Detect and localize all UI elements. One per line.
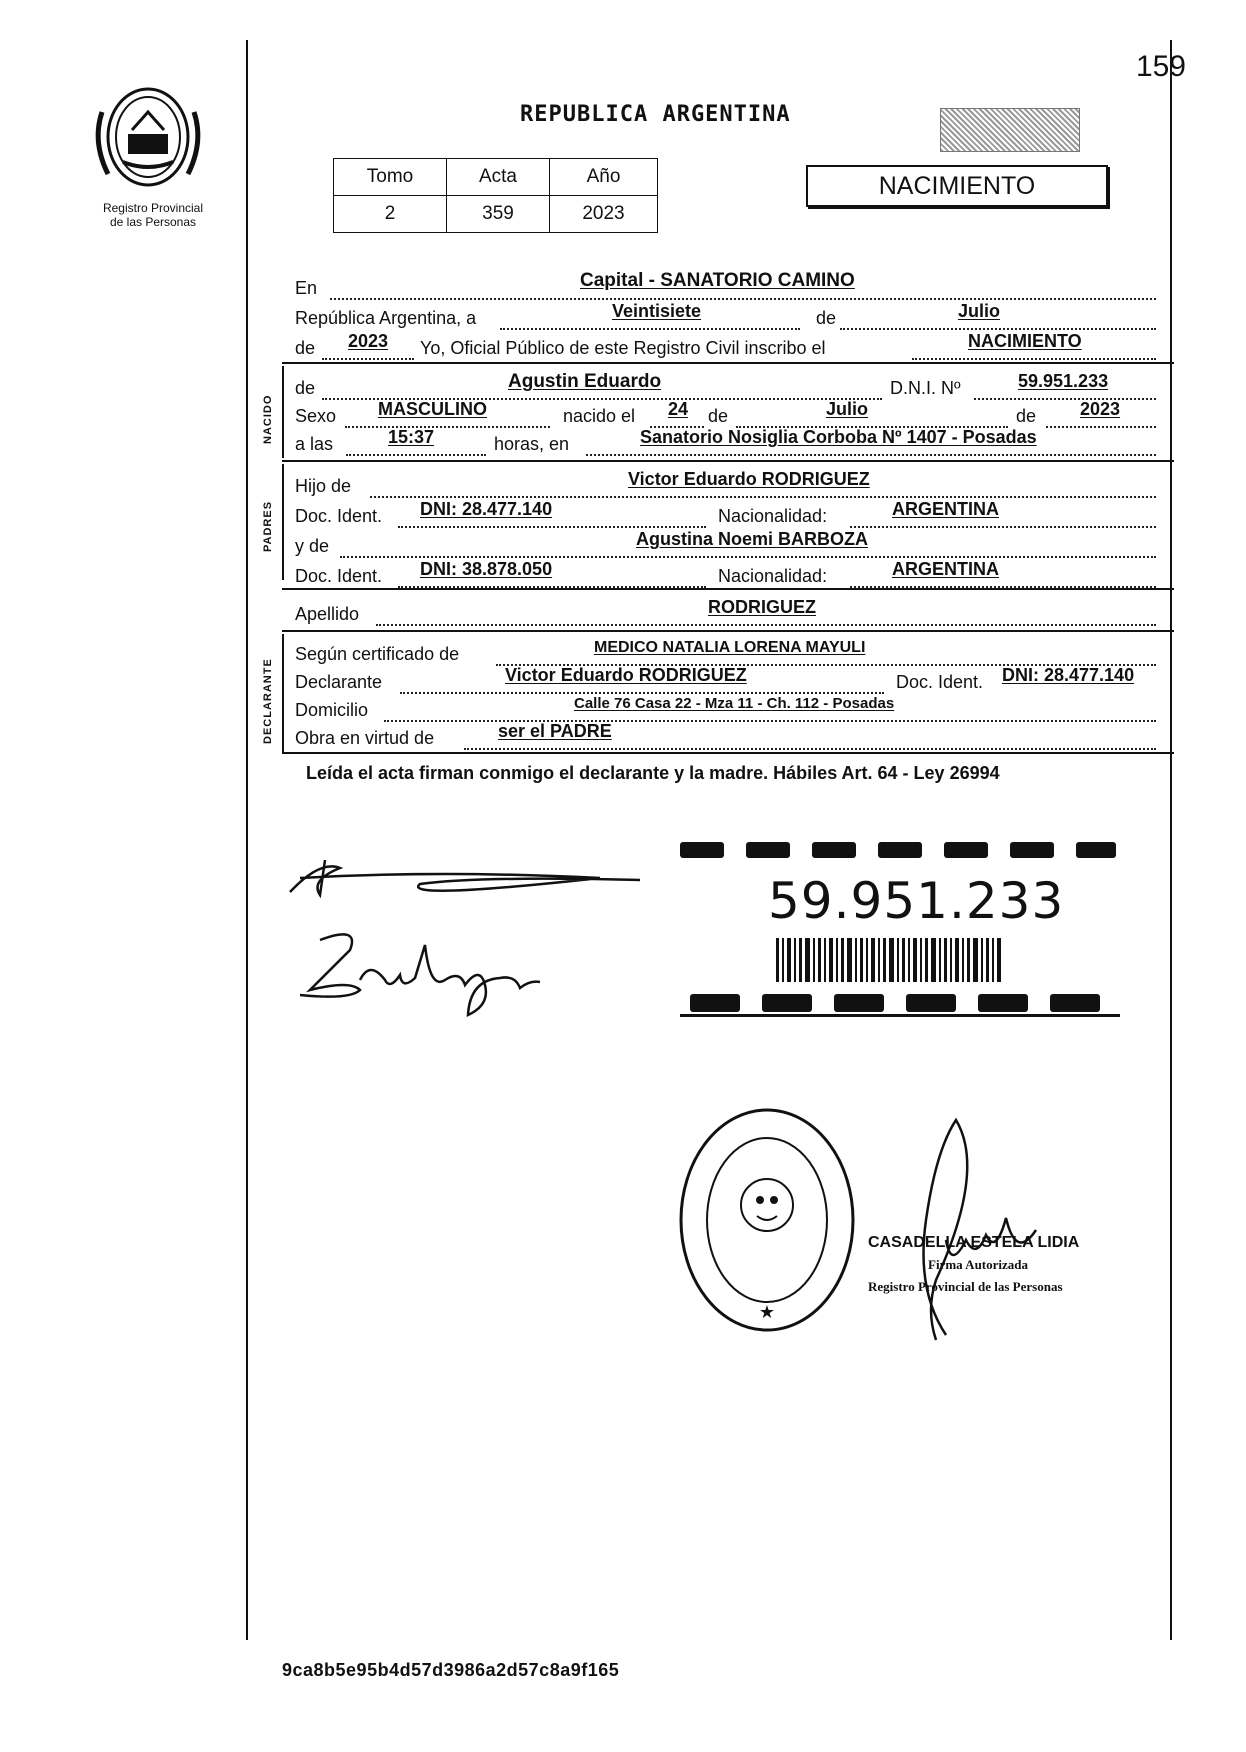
declarante-bracket	[282, 634, 284, 752]
padre-nac: ARGENTINA	[892, 499, 999, 519]
section-rule-4	[282, 630, 1174, 632]
declarante-signature	[280, 840, 660, 910]
nacido-year: 2023	[1080, 399, 1121, 419]
nacido-de2: de	[1016, 406, 1037, 426]
apellido-label: Apellido	[295, 604, 360, 624]
right-margin-rule	[1170, 40, 1172, 1640]
side-label-nacido: NACIDO	[262, 394, 274, 444]
declarante-label: Declarante	[295, 672, 383, 692]
document-hash: 9ca8b5e95b4d57d3986a2d57c8a9f165	[282, 1660, 620, 1680]
value-acta: 359	[447, 196, 550, 233]
padre-doc-label: Doc. Ident.	[295, 506, 383, 526]
coat-of-arms-icon	[88, 82, 208, 192]
sexo-value: MASCULINO	[378, 399, 487, 419]
record-table-value-row	[334, 196, 658, 233]
svg-text:★: ★	[758, 1302, 776, 1322]
section-rule-5	[282, 752, 1174, 754]
horas-label: horas, en	[494, 434, 570, 454]
domicilio-value: Calle 76 Casa 22 - Mza 11 - Ch. 112 - Posadas	[574, 695, 895, 712]
sexo-label: Sexo	[295, 406, 337, 426]
nacido-month: Julio	[826, 399, 869, 419]
official-signature	[876, 1110, 1056, 1350]
logo-caption-line1: Registro Provincial	[102, 201, 204, 215]
sticker-top-pattern	[672, 838, 1132, 862]
dni-sticker-number: 59.951.233	[768, 872, 1065, 930]
header-anio: Año	[550, 159, 658, 196]
logo-caption-line2: de las Personas	[109, 215, 197, 229]
de-label: de	[816, 308, 837, 328]
segun-value: MEDICO NATALIA LORENA MAYULI	[594, 639, 866, 656]
madre-doc: DNI: 38.878.050	[420, 559, 553, 579]
barcode-icon	[776, 938, 1006, 982]
madre-value: Agustina Noemi BARBOZA	[636, 529, 869, 549]
madre-nac: ARGENTINA	[892, 559, 999, 579]
decl-doc-label: Doc. Ident.	[896, 672, 984, 692]
apellido-value: RODRIGUEZ	[708, 597, 816, 617]
padre-value: Victor Eduardo RODRIGUEZ	[628, 469, 870, 489]
section-rule-3	[282, 588, 1174, 590]
yde-label: y de	[295, 536, 330, 556]
padre-doc: DNI: 28.477.140	[420, 499, 553, 519]
oficial-text: Yo, Oficial Público de este Registro Civil inscribo el	[420, 338, 826, 358]
hijo-label: Hijo de	[295, 476, 352, 496]
obra-value: ser el PADRE	[498, 721, 612, 741]
left-margin-rule	[246, 40, 248, 1640]
value-tomo: 2	[334, 196, 447, 233]
en-value: Capital - SANATORIO CAMINO	[580, 270, 855, 291]
official-name: CASADELLA ESTELA LIDIA	[868, 1234, 1080, 1251]
side-label-padres: PADRES	[262, 500, 274, 552]
nombre-value: Agustin Eduardo	[508, 371, 662, 392]
lugar-value: Sanatorio Nosiglia Corboba Nº 1407 - Posadas	[640, 427, 1037, 447]
inscribo-value: NACIMIENTO	[968, 331, 1082, 351]
hora-value: 15:37	[388, 427, 435, 447]
madre-doc-label: Doc. Ident.	[295, 566, 383, 586]
nacido-month-dots	[736, 408, 1008, 428]
hora-label: a las	[295, 434, 334, 454]
official-org: Registro Provincial de las Personas	[868, 1279, 1063, 1294]
record-table	[333, 158, 658, 233]
section-rule-2	[282, 460, 1174, 462]
control-number-stamp	[940, 108, 1080, 152]
republica-label: República Argentina, a	[295, 308, 477, 328]
obra-label: Obra en virtud de	[295, 728, 435, 748]
nacido-day: 24	[668, 399, 689, 419]
padre-nac-label: Nacionalidad:	[718, 506, 828, 526]
dni-value: 59.951.233	[1018, 371, 1109, 391]
section-rule-1	[282, 362, 1174, 364]
madre-nac-label: Nacionalidad:	[718, 566, 828, 586]
registry-logo	[88, 82, 218, 229]
madre-signature	[290, 920, 550, 1020]
value-anio: 2023	[550, 196, 658, 233]
nacido-de1: de	[708, 406, 729, 426]
official-role: Firma Autorizada	[928, 1257, 1029, 1272]
declarante-value: Victor Eduardo RODRIGUEZ	[505, 665, 747, 685]
closing-note: Leída el acta firman conmigo el declarante y la madre. Hábiles Art. 64 - Ley 26994	[306, 763, 1000, 783]
document-title: REPUBLICA ARGENTINA	[520, 102, 791, 127]
dni-label: D.N.I. Nº	[890, 378, 961, 398]
day-words: Veintisiete	[612, 301, 702, 321]
domicilio-label: Domicilio	[295, 700, 369, 720]
padres-bracket	[282, 464, 284, 580]
segun-label: Según certificado de	[295, 644, 460, 664]
header-acta: Acta	[447, 159, 550, 196]
month: Julio	[958, 301, 1001, 321]
year-label: de	[295, 338, 316, 358]
sticker-bottom-pattern	[680, 990, 1130, 1018]
official-stamp	[868, 1232, 1079, 1298]
decl-doc-value: DNI: 28.477.140	[1002, 665, 1135, 685]
record-table-header-row	[334, 159, 658, 196]
nombre-label: de	[295, 378, 316, 398]
en-label: En	[295, 278, 318, 298]
header-tomo: Tomo	[334, 159, 447, 196]
nacido-label: nacido el	[563, 406, 636, 426]
year: 2023	[348, 331, 389, 351]
record-type-box: NACIMIENTO	[806, 165, 1108, 207]
page-number: 159	[1135, 50, 1186, 83]
registry-seal-icon	[672, 1100, 862, 1340]
side-label-declarante: DECLARANTE	[262, 658, 274, 744]
nacido-bracket	[282, 366, 284, 458]
